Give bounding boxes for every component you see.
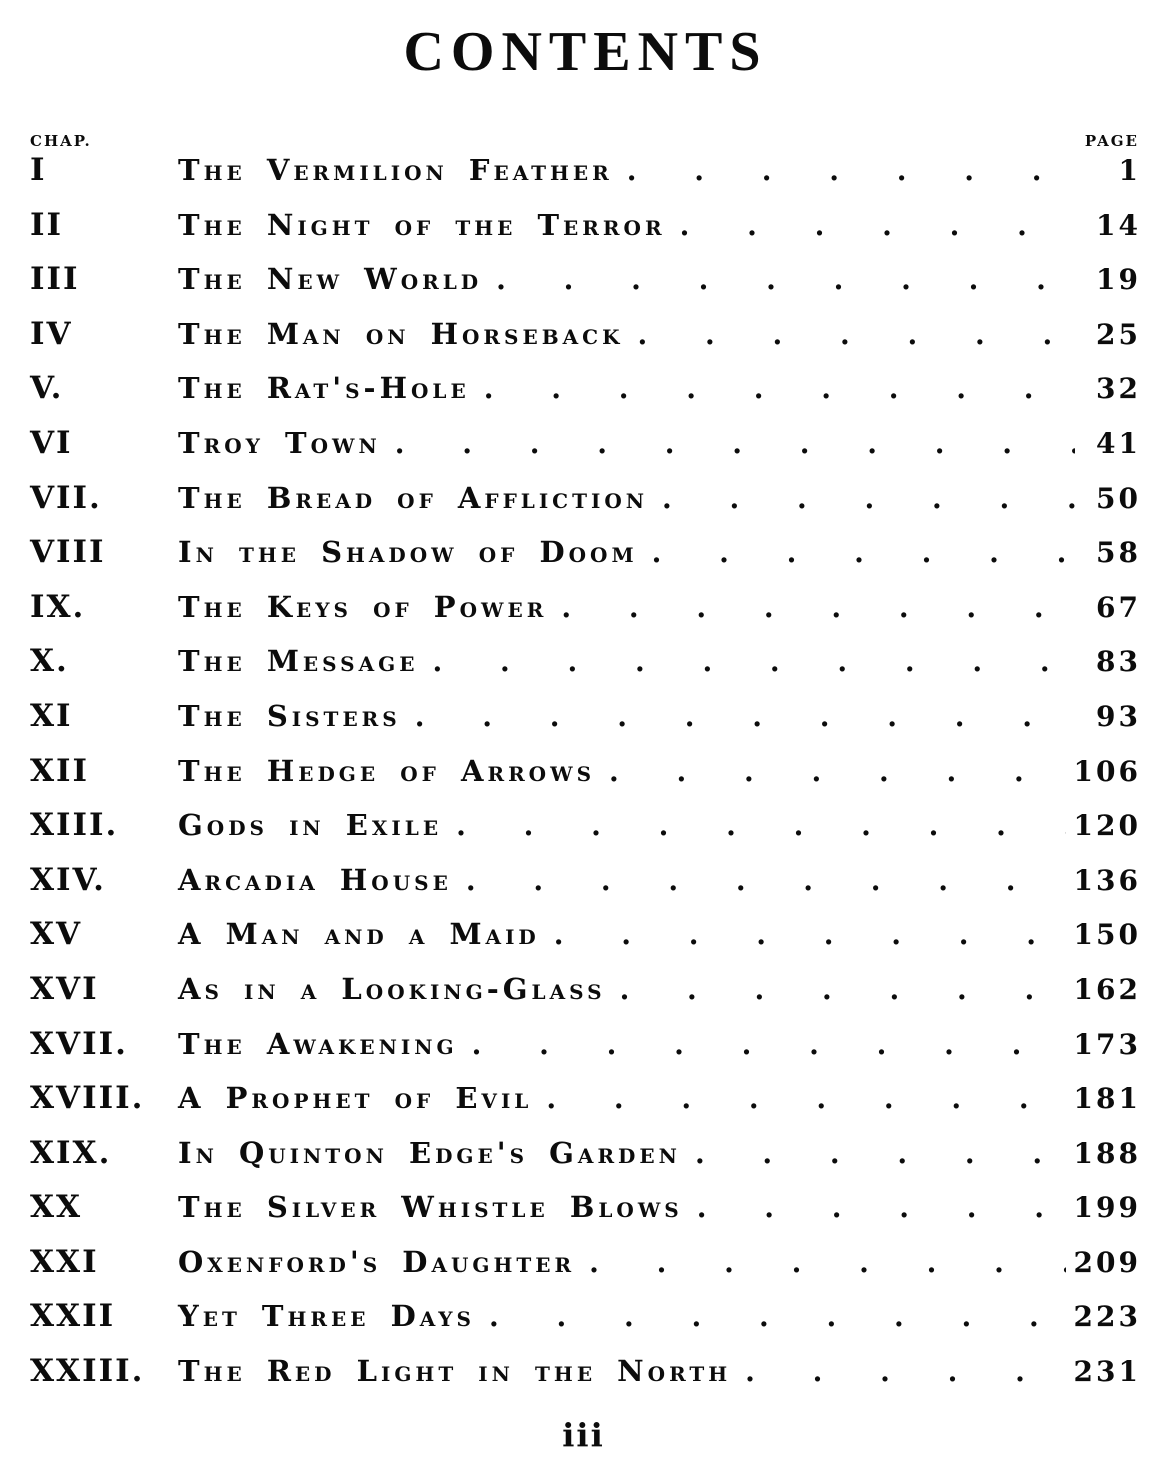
chapter-title: A Prophet of Evil — [178, 1081, 533, 1116]
dot-leader — [466, 864, 1066, 897]
toc-row — [30, 1298, 1141, 1353]
toc-row — [30, 261, 1141, 316]
page-number: 150 — [1073, 918, 1141, 952]
chapter-number: VI — [30, 424, 73, 461]
chapter-number: XV — [30, 916, 83, 953]
chapter-title: The Vermilion Feather — [178, 153, 613, 187]
page-number: 93 — [1096, 699, 1141, 733]
dot-leader — [472, 1028, 1066, 1061]
chapter-title: The Bread of Affliction — [178, 480, 649, 515]
toc-row — [30, 1244, 1141, 1299]
toc-row — [30, 1080, 1141, 1135]
dot-leader — [395, 427, 1075, 460]
chapter-number: XXIII. — [30, 1353, 145, 1390]
dot-leader — [620, 973, 1066, 1006]
dot-leader — [589, 1246, 1065, 1279]
page-number: 1 — [1118, 154, 1141, 187]
dot-leader — [484, 372, 1075, 405]
chapter-number: XII — [30, 752, 90, 789]
dot-leader — [652, 536, 1075, 569]
chapter-title: The Red Light in the North — [178, 1354, 732, 1389]
page-number: 223 — [1073, 1300, 1141, 1334]
toc-row — [30, 1135, 1141, 1190]
chapter-title: Oxenford's Daughter — [178, 1244, 576, 1279]
toc-row — [30, 152, 1141, 207]
page-number: 188 — [1073, 1136, 1141, 1170]
chapter-title: In the Shadow of Doom — [178, 535, 638, 570]
folio-page-number: iii — [562, 1416, 605, 1454]
page-title: CONTENTS — [403, 21, 768, 83]
dot-leader — [489, 1300, 1066, 1333]
page-number: 162 — [1073, 972, 1141, 1006]
toc-row — [30, 534, 1141, 589]
chapter-title: The Rat's-Hole — [178, 371, 470, 406]
toc-row — [30, 753, 1141, 808]
dot-leader — [609, 755, 1066, 788]
page-number: 25 — [1096, 317, 1141, 351]
dot-leader — [627, 154, 1075, 187]
page-number: 136 — [1073, 863, 1141, 897]
chapter-title: The Hedge of Arrows — [178, 753, 596, 788]
page-number: 106 — [1073, 754, 1141, 788]
dot-leader — [456, 809, 1065, 842]
page-number: 83 — [1096, 645, 1141, 679]
dot-leader — [745, 1355, 1065, 1388]
chapter-title: The Silver Whistle Blows — [178, 1190, 683, 1225]
chapter-number: XIII. — [30, 807, 119, 844]
chapter-number: V. — [30, 370, 64, 407]
chapter-title: The Sisters — [178, 698, 401, 733]
page-number: 19 — [1096, 263, 1141, 297]
page-number: 231 — [1073, 1355, 1141, 1389]
chapter-title: The Man on Horseback — [178, 316, 624, 351]
toc-row — [30, 589, 1141, 644]
dot-leader — [680, 209, 1075, 242]
chapter-column-header: CHAP. — [30, 132, 92, 150]
chapter-title: Yet Three Days — [178, 1299, 475, 1334]
dot-leader — [662, 482, 1075, 515]
dot-leader — [561, 591, 1075, 624]
page-number: 173 — [1073, 1027, 1141, 1061]
chapter-title: In Quinton Edge's Garden — [178, 1135, 681, 1170]
dot-leader — [432, 645, 1075, 678]
page-number: 58 — [1096, 536, 1141, 570]
chapter-number: XVII. — [30, 1025, 128, 1062]
toc-row — [30, 1026, 1141, 1081]
column-headers — [30, 132, 1141, 150]
chapter-title: As in a Looking-Glass — [178, 971, 606, 1006]
chapter-number: XX — [30, 1189, 83, 1226]
toc-row — [30, 862, 1141, 917]
chapter-title: The Message — [178, 644, 419, 679]
page-number: 50 — [1096, 481, 1141, 515]
chapter-title: Troy Town — [178, 425, 381, 460]
dot-leader — [637, 318, 1075, 351]
dot-leader — [554, 918, 1066, 951]
chapter-number: XIV. — [30, 861, 106, 898]
chapter-number: XXII — [30, 1298, 116, 1335]
chapter-title: The Awakening — [178, 1026, 458, 1061]
chapter-number: III — [30, 261, 80, 298]
chapter-number: I — [30, 152, 47, 188]
page-number: 209 — [1073, 1245, 1141, 1279]
chapter-title: The New World — [178, 262, 483, 297]
toc-row — [30, 207, 1141, 262]
chapter-number: IX. — [30, 588, 86, 625]
page-number: 181 — [1073, 1082, 1141, 1116]
dot-leader — [697, 1191, 1066, 1224]
dot-leader — [415, 700, 1075, 733]
toc-row — [30, 480, 1141, 535]
toc-row — [30, 807, 1141, 862]
chapter-number: XXI — [30, 1243, 99, 1280]
toc-row — [30, 916, 1141, 971]
page-number: 14 — [1096, 208, 1141, 242]
chapter-number: XVIII. — [30, 1080, 145, 1117]
dot-leader — [546, 1082, 1065, 1115]
chapter-number: XIX. — [30, 1134, 112, 1171]
chapter-number: II — [30, 206, 64, 243]
page-number: 32 — [1096, 372, 1141, 406]
dot-leader — [695, 1137, 1066, 1170]
toc-row — [30, 1189, 1141, 1244]
toc-row — [30, 1353, 1141, 1408]
page-number: 67 — [1096, 590, 1141, 624]
chapter-number: X. — [30, 643, 69, 680]
toc-row — [30, 425, 1141, 480]
page-number: 41 — [1096, 426, 1141, 460]
chapter-number: VIII — [30, 534, 106, 571]
chapter-title: The Night of the Terror — [178, 207, 666, 242]
chapter-title: A Man and a Maid — [178, 917, 540, 952]
toc-row — [30, 370, 1141, 425]
toc-row — [30, 316, 1141, 371]
toc-list — [30, 152, 1141, 1408]
chapter-title: Gods in Exile — [178, 808, 443, 843]
dot-leader — [496, 263, 1075, 296]
toc-row — [30, 643, 1141, 698]
chapter-title: Arcadia House — [178, 862, 452, 897]
chapter-number: VII. — [30, 479, 102, 516]
chapter-number: IV — [30, 315, 73, 352]
page-number: 199 — [1073, 1191, 1141, 1225]
chapter-number: XI — [30, 697, 73, 734]
page-number: 120 — [1073, 809, 1141, 843]
toc-row — [30, 971, 1141, 1026]
page-column-header: PAGE — [1084, 132, 1139, 150]
chapter-number: XVI — [30, 970, 99, 1007]
chapter-title: The Keys of Power — [178, 589, 548, 624]
toc-row — [30, 698, 1141, 753]
